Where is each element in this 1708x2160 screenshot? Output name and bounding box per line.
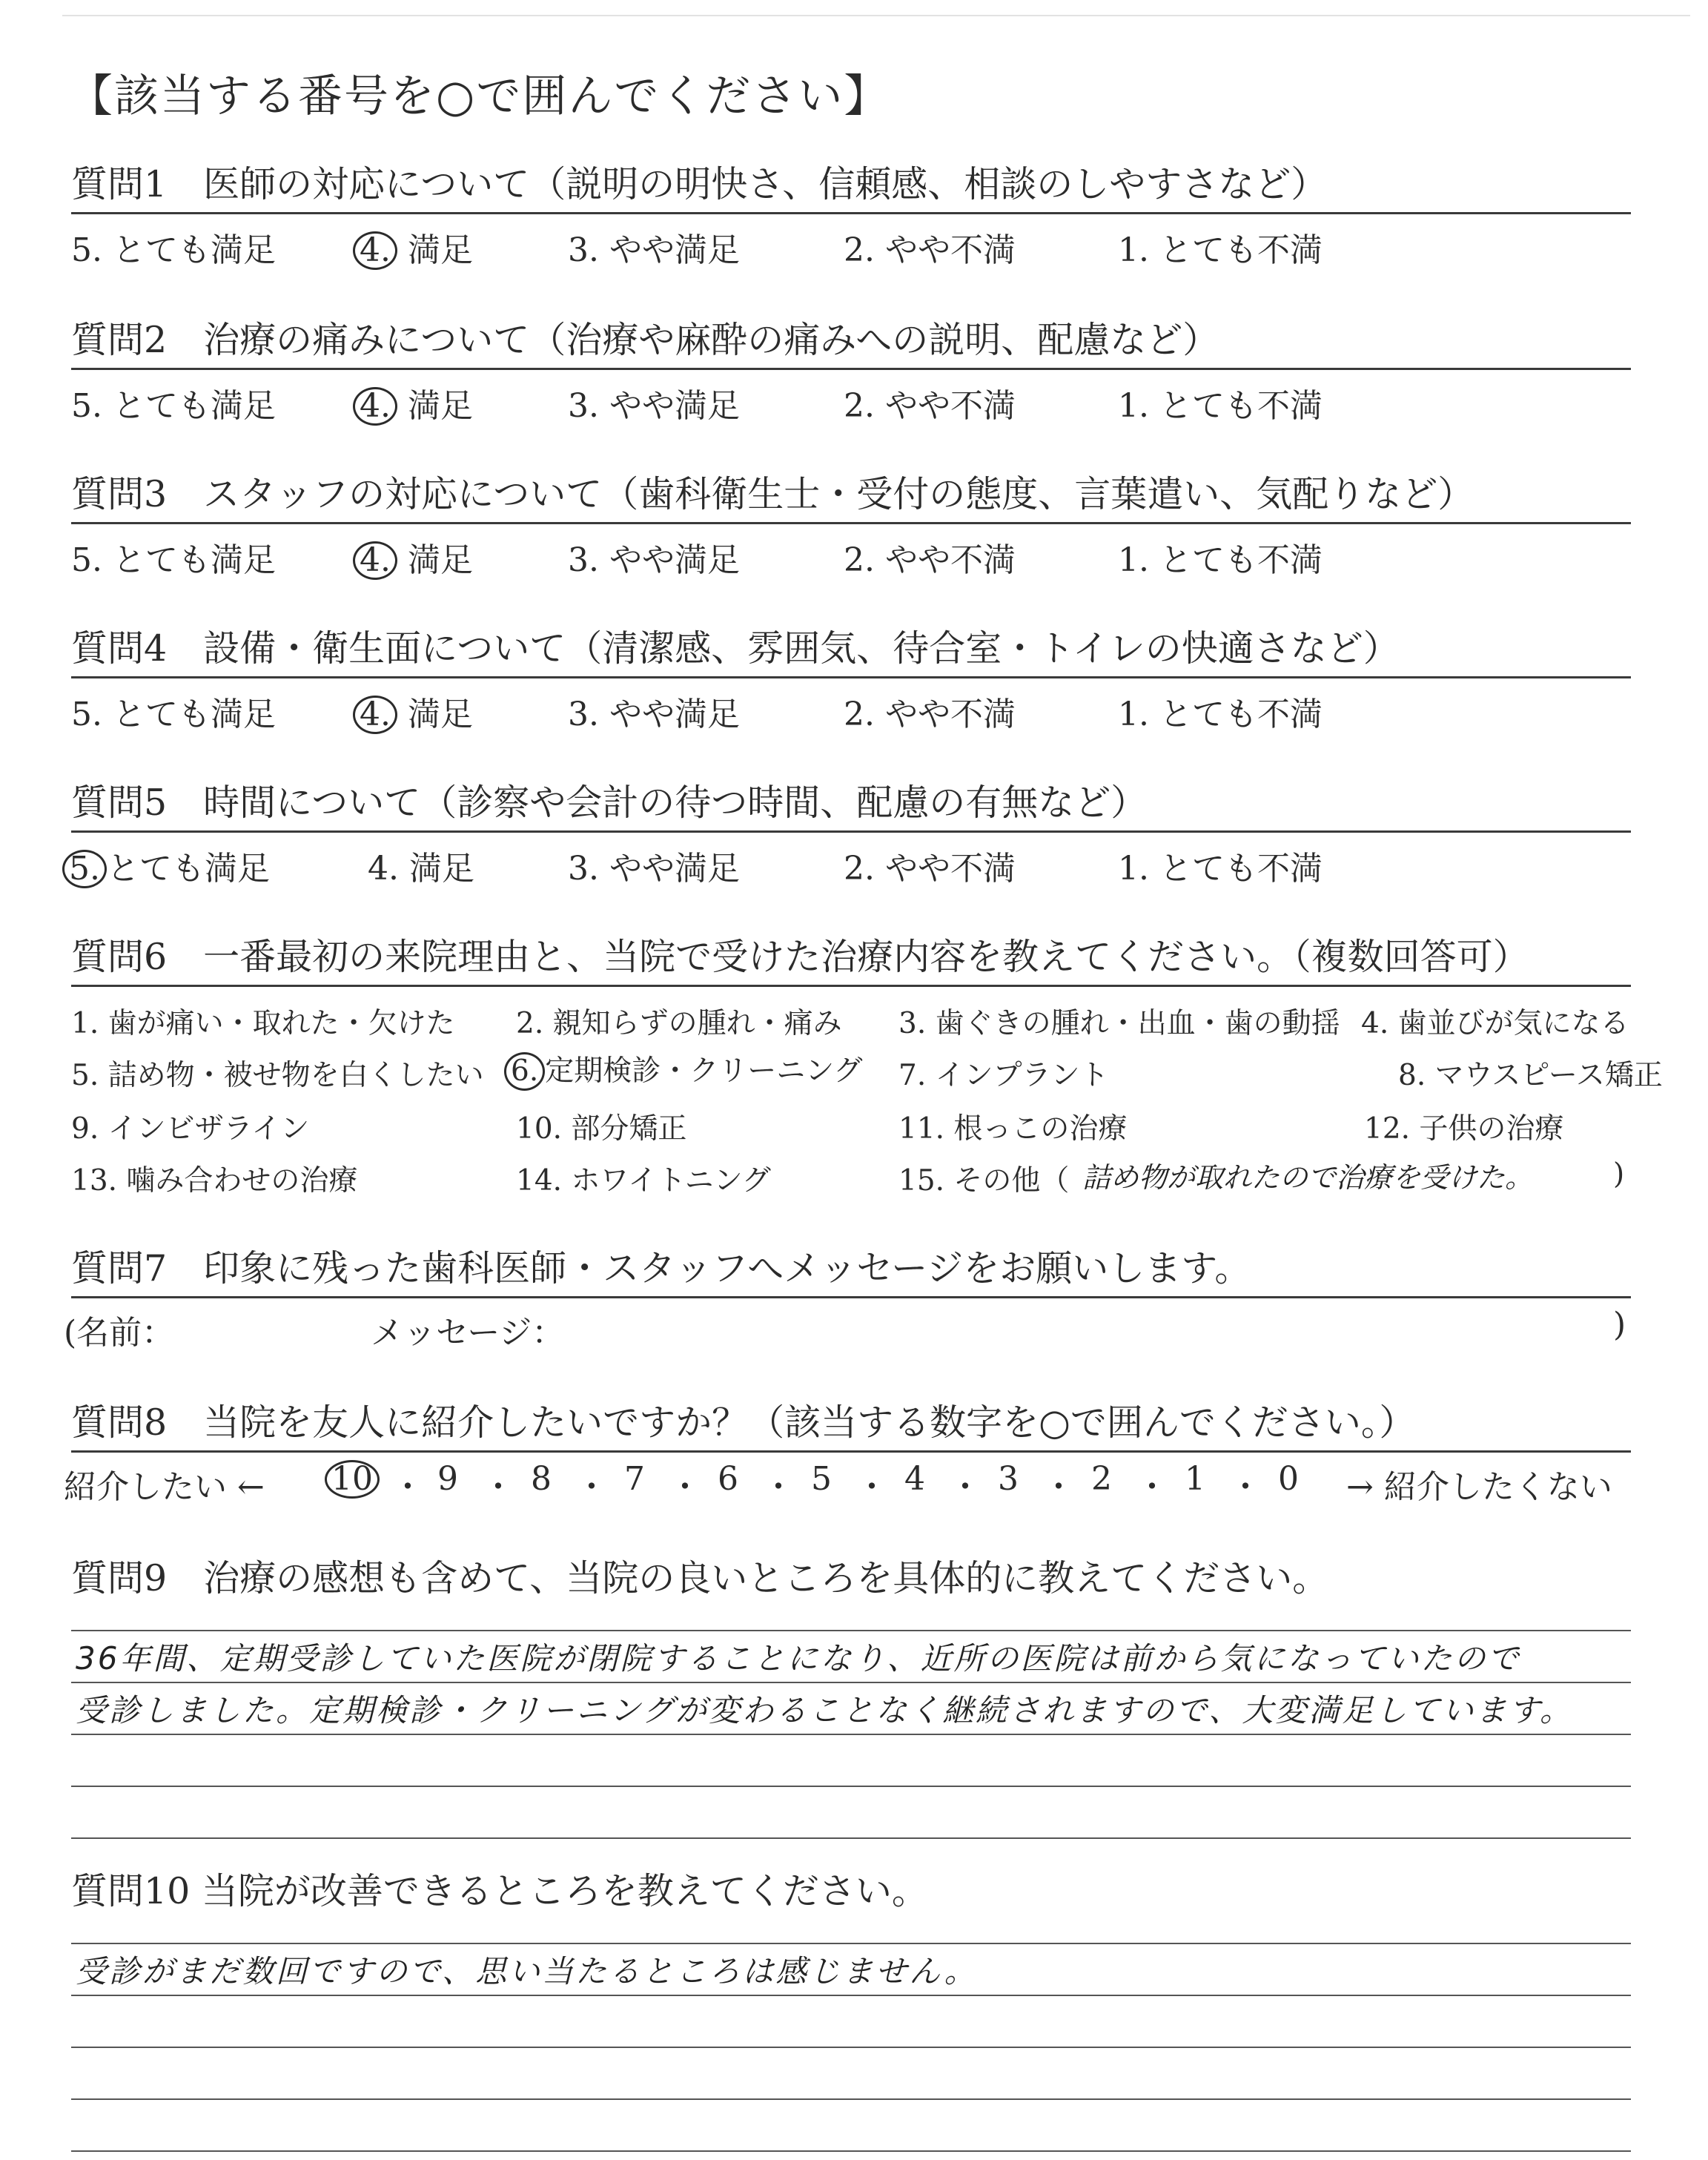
top-divider <box>62 15 1690 16</box>
scale-dot: ・ <box>575 1468 608 1506</box>
scale-8[interactable]: 8 <box>531 1460 552 1498</box>
option-3[interactable]: 3. やや満足 <box>568 696 740 733</box>
question-6 <box>71 934 1663 1202</box>
option-4-selected[interactable]: 4. 満足 <box>353 687 473 735</box>
option-3[interactable]: 3. やや満足 <box>568 387 740 425</box>
reason-2[interactable]: 2. 親知らずの腫れ・痛み <box>516 1007 842 1040</box>
question-9 <box>71 1556 1631 1913</box>
question-7-fields <box>64 1298 1631 1352</box>
option-4-selected[interactable]: 4. 満足 <box>353 533 473 581</box>
ruled-line <box>71 1995 1631 1996</box>
reason-11[interactable]: 11. 根っこの治療 <box>898 1112 1128 1146</box>
answer-line-1: 受診がまだ数回ですので、思い当たるところは感じません。 <box>76 1953 978 1989</box>
question-4 <box>71 626 1631 735</box>
option-5[interactable]: 5. とても満足 <box>71 231 276 269</box>
recommend-scale <box>64 1453 1631 1509</box>
selection-circle: 5. <box>62 850 107 888</box>
question-3 <box>71 472 1631 581</box>
option-1[interactable]: 1. とても不満 <box>1118 231 1323 269</box>
question-8 <box>64 1400 1631 1509</box>
question-10-title: 質問10 当院が改善できるところを教えてください。 <box>71 1870 928 1912</box>
question-3-title: 質問3 スタッフの対応について（歯科衛生士・受付の態度、言葉遣い、気配りなど） <box>71 472 1631 524</box>
question-5 <box>71 780 1631 889</box>
question-7 <box>64 1246 1631 1352</box>
scale-10-selected[interactable] <box>325 1460 380 1499</box>
ruled-line <box>71 1837 1631 1839</box>
ruled-line <box>71 2150 1631 2152</box>
selection-circle: 10 <box>325 1460 380 1499</box>
option-4-selected[interactable]: 4. 満足 <box>353 379 473 426</box>
option-5[interactable]: 5. とても満足 <box>71 541 276 579</box>
option-5[interactable]: 5. とても満足 <box>71 696 276 733</box>
scale-right-label: → 紹介したくない <box>1346 1468 1612 1506</box>
reason-3[interactable]: 3. 歯ぐきの腫れ・出血・歯の動揺 <box>898 1007 1340 1040</box>
selection-circle: 4. <box>353 696 397 734</box>
answer-line-1: 36年間、定期受診していた医院が閉院することになり、近所の医院は前から気になっていたので <box>76 1640 1521 1677</box>
question-4-options <box>71 678 1631 735</box>
question-10-answer-area[interactable] <box>71 1915 1631 2159</box>
question-7-title: 質問7 印象に残った歯科医師・スタッフへメッセージをお願いします。 <box>71 1246 1631 1298</box>
option-1[interactable]: 1. とても不満 <box>1118 850 1323 888</box>
selection-circle: 6. <box>504 1052 545 1091</box>
reason-4[interactable]: 4. 歯並びが気になる <box>1361 1007 1629 1040</box>
option-3[interactable]: 3. やや満足 <box>568 231 740 269</box>
scale-5[interactable]: 5 <box>811 1460 832 1498</box>
question-2-title: 質問2 治療の痛みについて（治療や麻酔の痛みへの説明、配慮など） <box>71 317 1631 370</box>
reason-9[interactable]: 9. インビザライン <box>71 1112 310 1146</box>
page-title: 【該当する番号を○で囲んでください】 <box>68 70 890 122</box>
option-2[interactable]: 2. やや不満 <box>844 541 1016 579</box>
scale-dot: ・ <box>669 1468 701 1506</box>
option-1[interactable]: 1. とても不満 <box>1118 696 1323 733</box>
question-10 <box>71 1869 1631 2159</box>
reason-1[interactable]: 1. 歯が痛い・取れた・欠けた <box>71 1007 455 1040</box>
scale-dot: ・ <box>1136 1468 1168 1506</box>
scale-dot: ・ <box>949 1468 982 1506</box>
option-2[interactable]: 2. やや不満 <box>844 231 1016 269</box>
question-8-title: 質問8 当院を友人に紹介したいですか？（該当する数字を○で囲んでください。） <box>71 1400 1631 1453</box>
question-9-answer-area[interactable] <box>71 1602 1631 1913</box>
reason-13[interactable]: 13. 噛み合わせの治療 <box>71 1164 358 1198</box>
scale-dot: ・ <box>391 1468 424 1506</box>
question-1 <box>71 162 1631 271</box>
ruled-line <box>71 1786 1631 1787</box>
scale-dot: ・ <box>1042 1468 1075 1506</box>
reason-6-selected[interactable]: 6. 定期検診・クリーニング <box>504 1048 862 1091</box>
question-6-options <box>71 987 1663 1202</box>
ruled-line <box>71 1630 1631 1631</box>
reason-15-other-text[interactable]: 詰め物が取れたので治療を受けた。 <box>1082 1161 1534 1194</box>
ruled-line <box>71 2047 1631 2048</box>
option-5[interactable]: 5. とても満足 <box>71 387 276 425</box>
answer-line-2: 受診しました。定期検診・クリーニングが変わることなく継続されますので、大変満足しています。 <box>76 1692 1573 1728</box>
ruled-line <box>71 1734 1631 1735</box>
question-3-options <box>71 524 1631 581</box>
scale-7[interactable]: 7 <box>624 1460 645 1498</box>
scale-dot: ・ <box>482 1468 514 1506</box>
reason-5[interactable]: 5. 詰め物・被せ物を白くしたい <box>71 1059 484 1092</box>
scale-2[interactable]: 2 <box>1091 1460 1112 1498</box>
message-label: メッセージ： <box>371 1314 565 1352</box>
question-5-title: 質問5 時間について（診察や会計の待つ時間、配慮の有無など） <box>71 780 1631 833</box>
scale-6[interactable]: 6 <box>718 1460 738 1498</box>
name-label: (名前： <box>64 1314 175 1352</box>
question-6-title: 質問6 一番最初の来院理由と、当院で受けた治療内容を教えてください。（複数回答可） <box>71 934 1631 987</box>
option-5-selected[interactable]: 5. とても満足 <box>62 842 270 889</box>
selection-circle: 4. <box>353 541 397 580</box>
scale-3[interactable]: 3 <box>998 1460 1019 1498</box>
reason-7[interactable]: 7. インプラント <box>898 1059 1109 1092</box>
scale-dot: ・ <box>855 1468 888 1506</box>
scale-left-label: 紹介したい ← <box>64 1468 265 1506</box>
ruled-line <box>71 1682 1631 1683</box>
question-1-title: 質問1 医師の対応について（説明の明快さ、信頼感、相談のしやすさなど） <box>71 162 1631 214</box>
option-2[interactable]: 2. やや不満 <box>844 387 1016 425</box>
reason-8[interactable]: 8. マウスピース矯正 <box>1398 1059 1663 1092</box>
option-4-selected[interactable]: 4. 満足 <box>353 223 473 271</box>
question-5-options <box>71 833 1631 889</box>
reason-14[interactable]: 14. ホワイトニング <box>516 1164 771 1198</box>
option-3[interactable]: 3. やや満足 <box>568 850 740 888</box>
question-9-title: 質問9 治療の感想も含めて、当院の良いところを具体的に教えてください。 <box>71 1557 1329 1599</box>
ruled-line <box>71 2098 1631 2100</box>
selection-circle: 4. <box>353 387 397 426</box>
option-2[interactable]: 2. やや不満 <box>844 850 1016 888</box>
scale-9[interactable]: 9 <box>437 1460 458 1498</box>
option-1[interactable]: 1. とても不満 <box>1118 541 1323 579</box>
scale-4[interactable]: 4 <box>904 1460 925 1498</box>
reason-10[interactable]: 10. 部分矯正 <box>516 1112 687 1146</box>
question-2-options <box>71 370 1631 426</box>
selection-circle: 4. <box>353 231 397 270</box>
scale-dot: ・ <box>1229 1468 1262 1506</box>
reason-12[interactable]: 12. 子供の治療 <box>1364 1112 1564 1146</box>
option-2[interactable]: 2. やや不満 <box>844 696 1016 733</box>
scale-1[interactable]: 1 <box>1185 1460 1205 1498</box>
option-1[interactable]: 1. とても不満 <box>1118 387 1323 425</box>
ruled-line <box>71 1943 1631 1944</box>
message-close: ) <box>1613 1306 1626 1344</box>
reason-15-close: ) <box>1613 1157 1625 1191</box>
scale-0[interactable]: 0 <box>1278 1460 1299 1498</box>
question-4-title: 質問4 設備・衛生面について（清潔感、雰囲気、待合室・トイレの快適さなど） <box>71 626 1631 678</box>
question-2 <box>71 317 1631 426</box>
option-3[interactable]: 3. やや満足 <box>568 541 740 579</box>
reason-15-label[interactable]: 15. その他（ <box>898 1164 1070 1198</box>
question-1-options <box>71 214 1631 271</box>
option-4[interactable]: 4. 満足 <box>368 850 474 888</box>
scale-dot: ・ <box>762 1468 795 1506</box>
